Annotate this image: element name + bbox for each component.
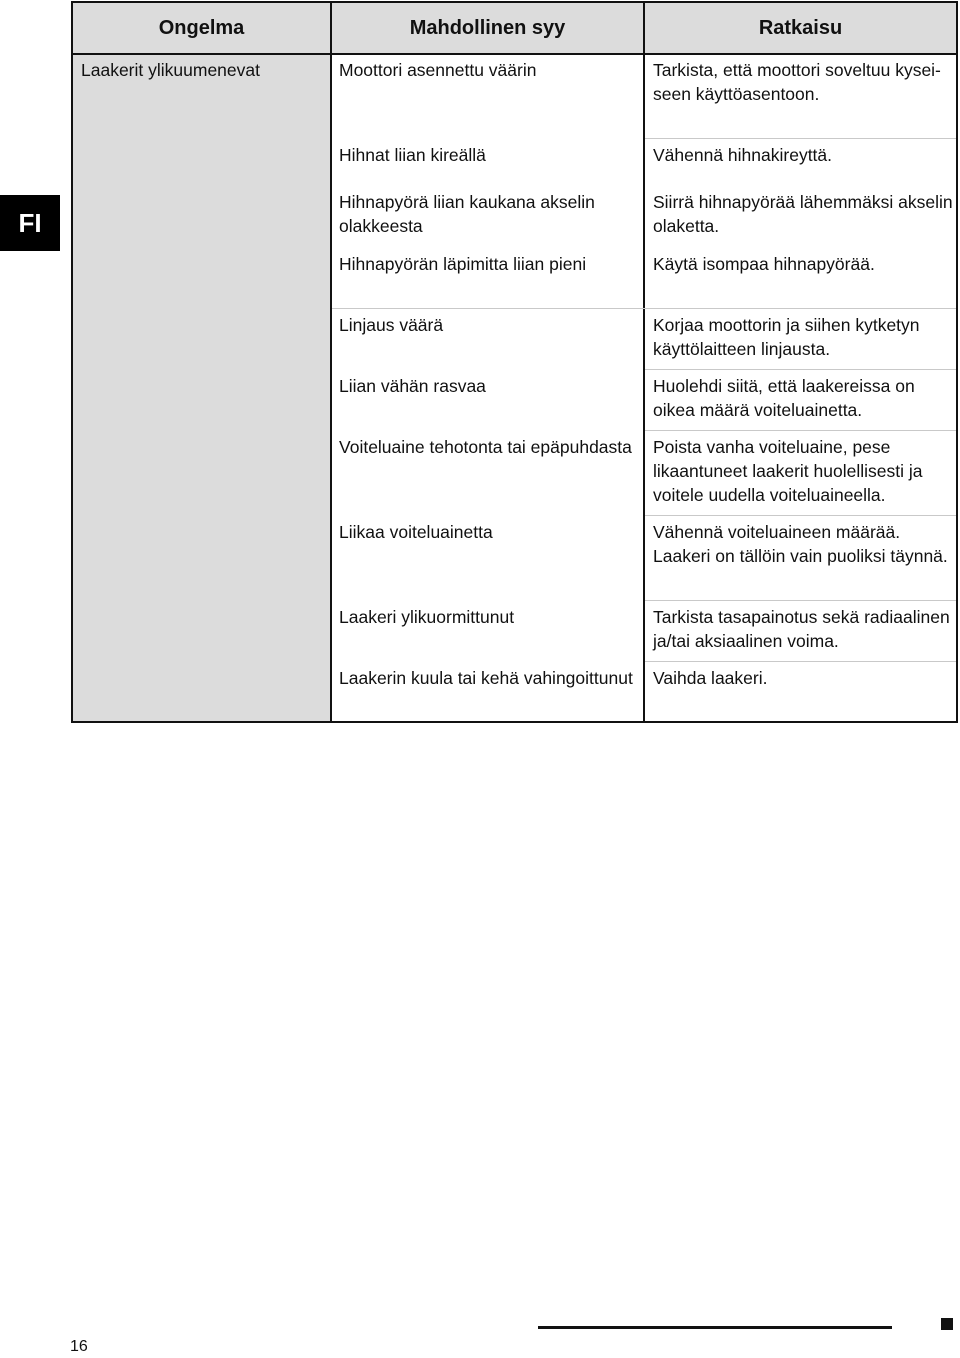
cause-cell: Voiteluaine tehotonta tai epäpuhdasta	[339, 437, 632, 457]
solution-cell: Vaihda laakeri.	[653, 668, 768, 688]
end-mark	[941, 1318, 953, 1330]
row-divider	[645, 430, 956, 431]
problem-cell: Laakerit ylikuumenevat	[81, 60, 260, 80]
group-divider	[645, 138, 956, 139]
troubleshooting-table	[71, 1, 958, 723]
cause-cell: Liikaa voiteluainetta	[339, 522, 493, 542]
solution-cell: Korjaa moottorin ja siihen kytketyn käyttölaitteen linjausta.	[653, 315, 920, 359]
solution-cell: Käytä isompaa hihnapyörää.	[653, 254, 875, 274]
header-problem: Ongelma	[158, 16, 245, 39]
row-divider	[645, 369, 956, 370]
group-divider	[332, 308, 956, 309]
row-divider	[645, 600, 956, 601]
cause-cell: Hihnapyörän läpimitta liian pieni	[339, 254, 587, 274]
footer-rule	[538, 1326, 892, 1329]
header-solution: Ratkaisu	[758, 16, 843, 39]
solution-cell: Vähennä hihnakireyttä.	[653, 145, 833, 165]
column-divider	[330, 3, 332, 721]
language-tab: FI	[0, 195, 60, 251]
row-divider	[645, 515, 956, 516]
column-divider	[643, 3, 645, 721]
header-cause: Mahdollinen syy	[409, 16, 566, 39]
row-divider	[645, 661, 956, 662]
cause-cell: Hihnapyörä liian kaukana akselin olakkeesta	[339, 192, 595, 236]
solution-cell: Tarkista, että moottori soveltuu kysei-seen käyttöasentoon.	[653, 60, 941, 104]
cause-cell: Hihnat liian kireällä	[339, 145, 486, 165]
page-number: 16	[70, 1338, 88, 1355]
solution-cell: Poista vanha voiteluaine, pese likaantuneet laakerit huolellisesti ja voitele uudella voiteluaineella.	[653, 437, 923, 505]
header-divider	[73, 53, 956, 55]
solution-cell: Vähennä voiteluaineen määrää. Laakeri on tällöin vain puoliksi täynnä.	[653, 522, 948, 566]
cause-cell: Laakeri ylikuormittunut	[339, 607, 515, 627]
solution-cell: Siirrä hihnapyörää lähemmäksi akselin olaketta.	[653, 192, 953, 236]
cause-cell: Laakerin kuula tai kehä vahingoittunut	[339, 668, 633, 688]
cause-cell: Liian vähän rasvaa	[339, 376, 486, 396]
cause-cell: Moottori asennettu väärin	[339, 60, 537, 80]
solution-cell: Tarkista tasapainotus sekä radiaalinen ja/tai aksiaalinen voima.	[653, 607, 950, 651]
cause-cell: Linjaus väärä	[339, 315, 444, 335]
solution-cell: Huolehdi siitä, että laakereissa on oikea määrä voiteluainetta.	[653, 376, 915, 420]
